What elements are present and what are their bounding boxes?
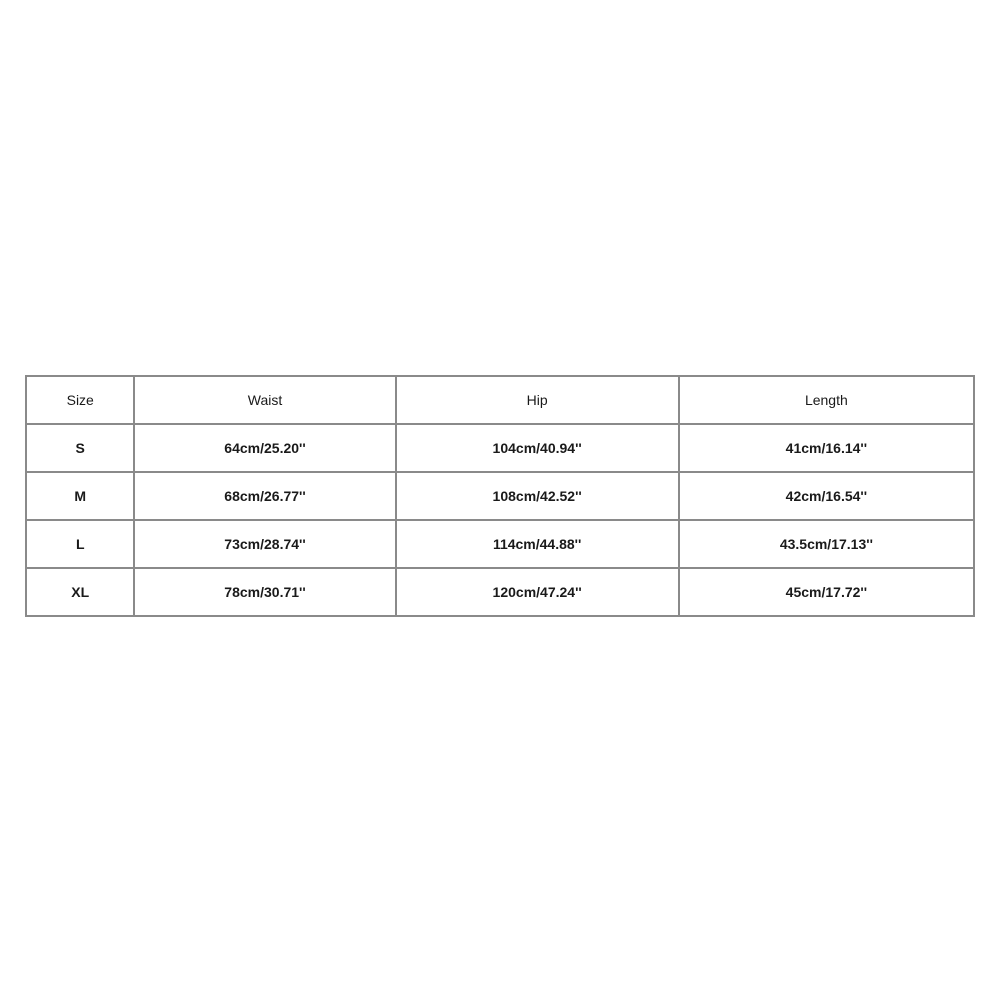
size-cell: M — [26, 472, 134, 520]
hip-cell: 120cm/47.24'' — [396, 568, 679, 616]
header-hip: Hip — [396, 376, 679, 424]
length-cell: 41cm/16.14'' — [679, 424, 974, 472]
table-row — [26, 472, 974, 520]
header-length: Length — [679, 376, 974, 424]
size-cell: L — [26, 520, 134, 568]
hip-cell: 104cm/40.94'' — [396, 424, 679, 472]
table-row — [26, 520, 974, 568]
length-cell: 43.5cm/17.13'' — [679, 520, 974, 568]
length-cell: 42cm/16.54'' — [679, 472, 974, 520]
waist-cell: 78cm/30.71'' — [134, 568, 395, 616]
waist-cell: 73cm/28.74'' — [134, 520, 395, 568]
table-row — [26, 424, 974, 472]
waist-cell: 64cm/25.20'' — [134, 424, 395, 472]
size-cell: S — [26, 424, 134, 472]
hip-cell: 108cm/42.52'' — [396, 472, 679, 520]
header-waist: Waist — [134, 376, 395, 424]
length-cell: 45cm/17.72'' — [679, 568, 974, 616]
size-cell: XL — [26, 568, 134, 616]
waist-cell: 68cm/26.77'' — [134, 472, 395, 520]
table-header-row — [26, 376, 974, 424]
table-row — [26, 568, 974, 616]
hip-cell: 114cm/44.88'' — [396, 520, 679, 568]
header-size: Size — [26, 376, 134, 424]
size-chart-table — [25, 375, 975, 617]
